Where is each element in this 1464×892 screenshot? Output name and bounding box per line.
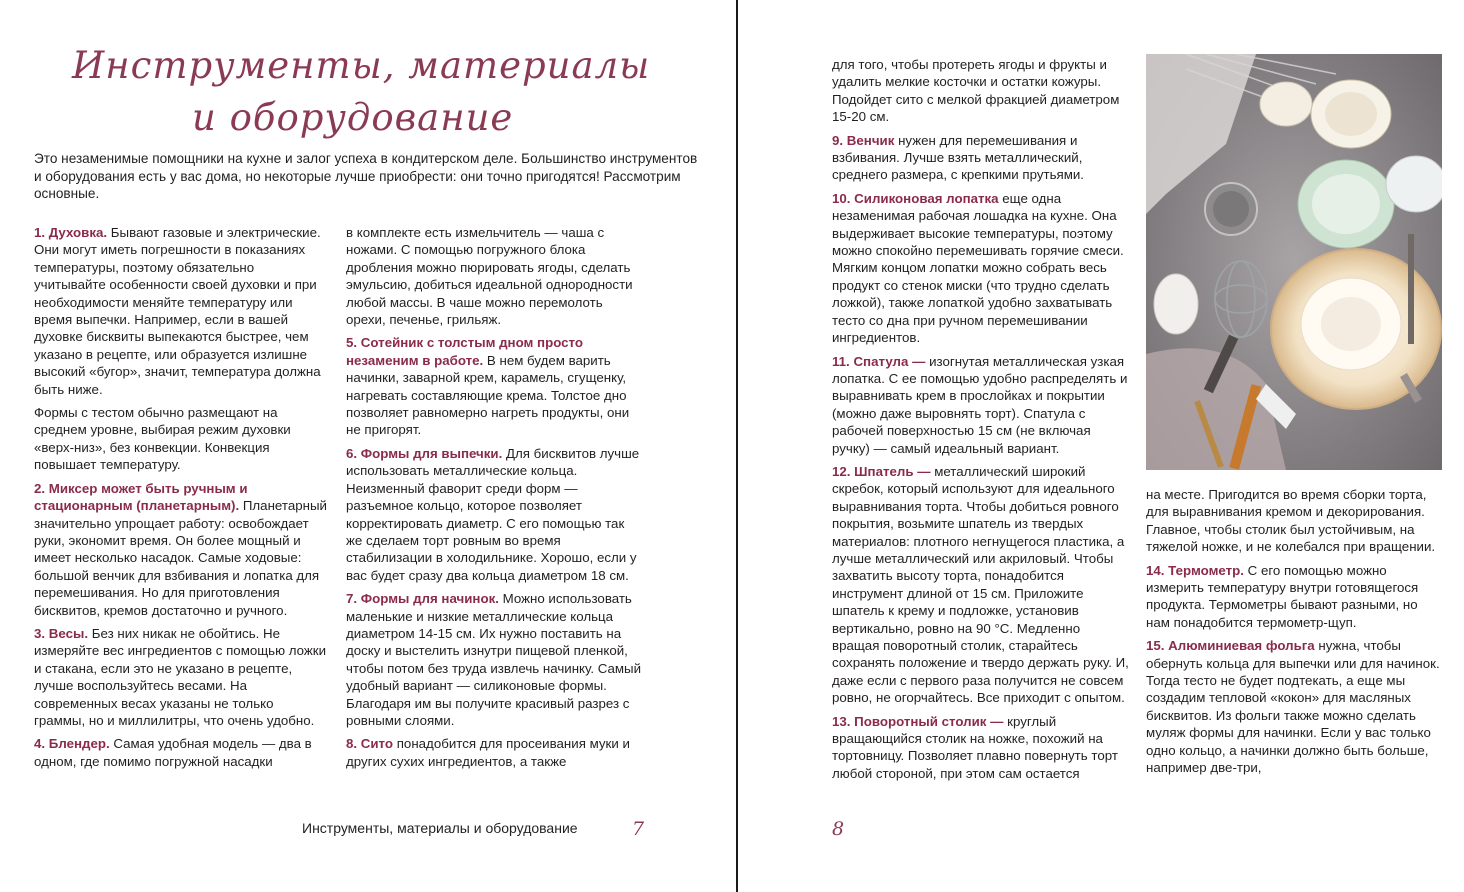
item-spatula-silicone: 10. Силиконовая лопатка еще одна незаменимая рабочая лошадка на кухне. Она выдерживает высокие температуры, поэтому можно спокойно перемешивать горячие смеси. Мягким концом лопатки можно собрать весь продукт со стенок миски (что трудно сделать ложкой), также лопаткой удобно захватывать тесто со дна при ручном перемешивании ингредиентов.: [832, 190, 1124, 346]
item-foil: 15. Алюминиевая фольга нужна, чтобы обернуть кольца для выпечки или для начинок. Тогда тесто не будет подтекать, а еще мы создадим тепловой «кокон» для масляных бисквитов. Из фольги также можно сделать муляж формы для начинки. Если у вас только одно кольцо, а начинки должно быть больше, например две-три,: [1146, 638, 1440, 776]
intro-paragraph: Это незаменимые помощники на кухне и залог успеха в кондитерском деле. Большинство инструментов и оборудования есть у вас дома, но некоторые лучше приобрести: они точно пригодятся! Рассмотрим основные.: [34, 151, 698, 201]
item-turntable: 13. Поворотный столик — круглый вращающийся столик на ножке, похожий на тортовницу. Позволяет плавно повернуть торт любой стороной, при этом сам остается: [832, 713, 1118, 781]
item-blender-cont: в комплекте есть измельчитель — чаша с ножами. С помощью погружного блока дробления можно пюрировать ягоды, сделать эмульсию, добиться идеальной однородности любой массы. В чаше можно перемолоть орехи, печенье, грильяж.: [346, 225, 633, 328]
item-sieve-cont: для того, чтобы протереть ягоды и фрукты и удалить мелкие косточки и остатки кожуры. Подойдет сито с мелкой фракцией диаметром 15-20 см.: [832, 57, 1120, 125]
item-oven-cont: Формы с тестом обычно размещают на среднем уровне, выбирая режим духовки «верх-низ», без конвекции. Конвекция повышает температуру.: [34, 405, 291, 473]
book-spine: [736, 0, 738, 892]
item-palette-knife: 11. Спатула — изогнутая металлическая узкая лопатка. С ее помощью удобно распределять и выравнивать крем в прослойках и покрытии (можно даже выровнять торт). Спатула с рабочей поверхностью 15 см (не включая ручку) — самый идеальный вариант.: [832, 353, 1128, 456]
item-scales: 3. Весы. Без них никак не обойтись. Не измеряйте вес ингредиентов с помощью ложки и стакана, если это не указано в рецепте, лучше воспользуйтесь весами. На современных весах указаны не только граммы, но и миллилитры, что очень удобно.: [34, 625, 327, 728]
item-blender: 4. Блендер. Самая удобная модель — два в одном, где помимо погружной насадки: [34, 736, 312, 769]
page-title: Инструменты, материалы и оборудование: [72, 44, 651, 139]
item-oven: 1. Духовка. Бывают газовые и электрические. Они могут иметь погрешности в показаниях температуры, поэтому обязательно учитывайте особенности своей духовки и при необходимости меняйте температуру или время выпечки. Например, если в вашей духовке бисквиты выпекаются быстрее, чем указано в рецепте, или образуется излишне высокий «бугор», значит, температура должна быть ниже.: [34, 225, 321, 397]
page-number-right: 8: [832, 818, 845, 840]
column-3: [832, 56, 1130, 788]
item-filling-forms: 7. Формы для начинок. Можно использовать маленькие и низкие металлические кольца диаметром 14-15 см. Их нужно поставить на доску и выстелить изнутри пищевой пленкой, чтобы потом без труда извлечь начинку. Самый удобный вариант — силиконовые формы. Благодаря им вы получите красивый разрез с ровными слоями.: [346, 591, 641, 728]
item-thermometer: 14. Термометр. С его помощью можно измерить температуру внутри готовящегося продукта. Термометры бывают разными, но нам понадобится термометр-щуп.: [1146, 562, 1419, 630]
item-scraper: 12. Шпатель — металлический широкий скребок, который используют для идеального выравнивания торта. Чтобы добиться ровного покрытия, возьмите шпатель из твердых материалов: плотного негнущегося пластика, а лучше металлический или акриловый. Чтобы захватить высоту торта, понадобится инструмент длиной от 15 см. Приложите шпатель к крему и подложке, установив вертикально, ровно на 90 °С. Медленно вращая поворотный столик, старайтесь сохранять положение и твердо держать руку. И, даже если с первого раза получится не совсем ровно, не огорчайтесь. Все приходит с опытом.: [832, 463, 1129, 706]
item-baking-forms: 6. Формы для выпечки. Для бисквитов лучше использовать металлические кольца. Неизменный фаворит среди форм — разъемное кольцо, которое позволяет корректировать диаметр. С его помощью так же сделаем торт ровным во время стабилизации в холодильнике. Хорошо, если у вас будет сразу два кольца диаметром 18 см.: [346, 445, 640, 583]
item-mixer: 2. Миксер может быть ручным и стационарным (планетарным). Планетарный значительно упрощает работу: освобождает руки, экономит время. Он более мощный и имеет несколько насадок. Самые ходовые: большой венчик для взбивания и лопатка для перемешивания. Но для приготовления бисквитов, кремов достаточно и ручного.: [34, 480, 327, 618]
item-saucepan: 5. Сотейник с толстым дном просто незаменим в работе. В нем будем варить начинки, заварной крем, карамель, сгущенку, нагревать составляющие крема. Толстое дно позволяет равномерно нагреть продукты, они не пригорят.: [346, 335, 630, 438]
column-1: [34, 224, 328, 776]
item-sieve: 8. Сито понадобится для просеивания муки и других сухих ингредиентов, а также: [346, 736, 630, 769]
item-whisk: 9. Венчик нужен для перемешивания и взбивания. Лучше взять металлический, среднего размера, с крепкими прутьями.: [832, 132, 1084, 183]
running-title: Инструменты, материалы и оборудование: [302, 820, 578, 836]
column-4: [1146, 486, 1442, 783]
page-number-left: 7: [632, 818, 645, 840]
kitchen-tools-photo: [1146, 54, 1442, 470]
column-2: [346, 224, 642, 776]
item-turntable-cont: на месте. Пригодится во время сборки торта, для выравнивания кремом и декорирования. Главное, чтобы столик был устойчивым, на тяжелой ножке, и не колебался при вращении.: [1146, 487, 1436, 555]
